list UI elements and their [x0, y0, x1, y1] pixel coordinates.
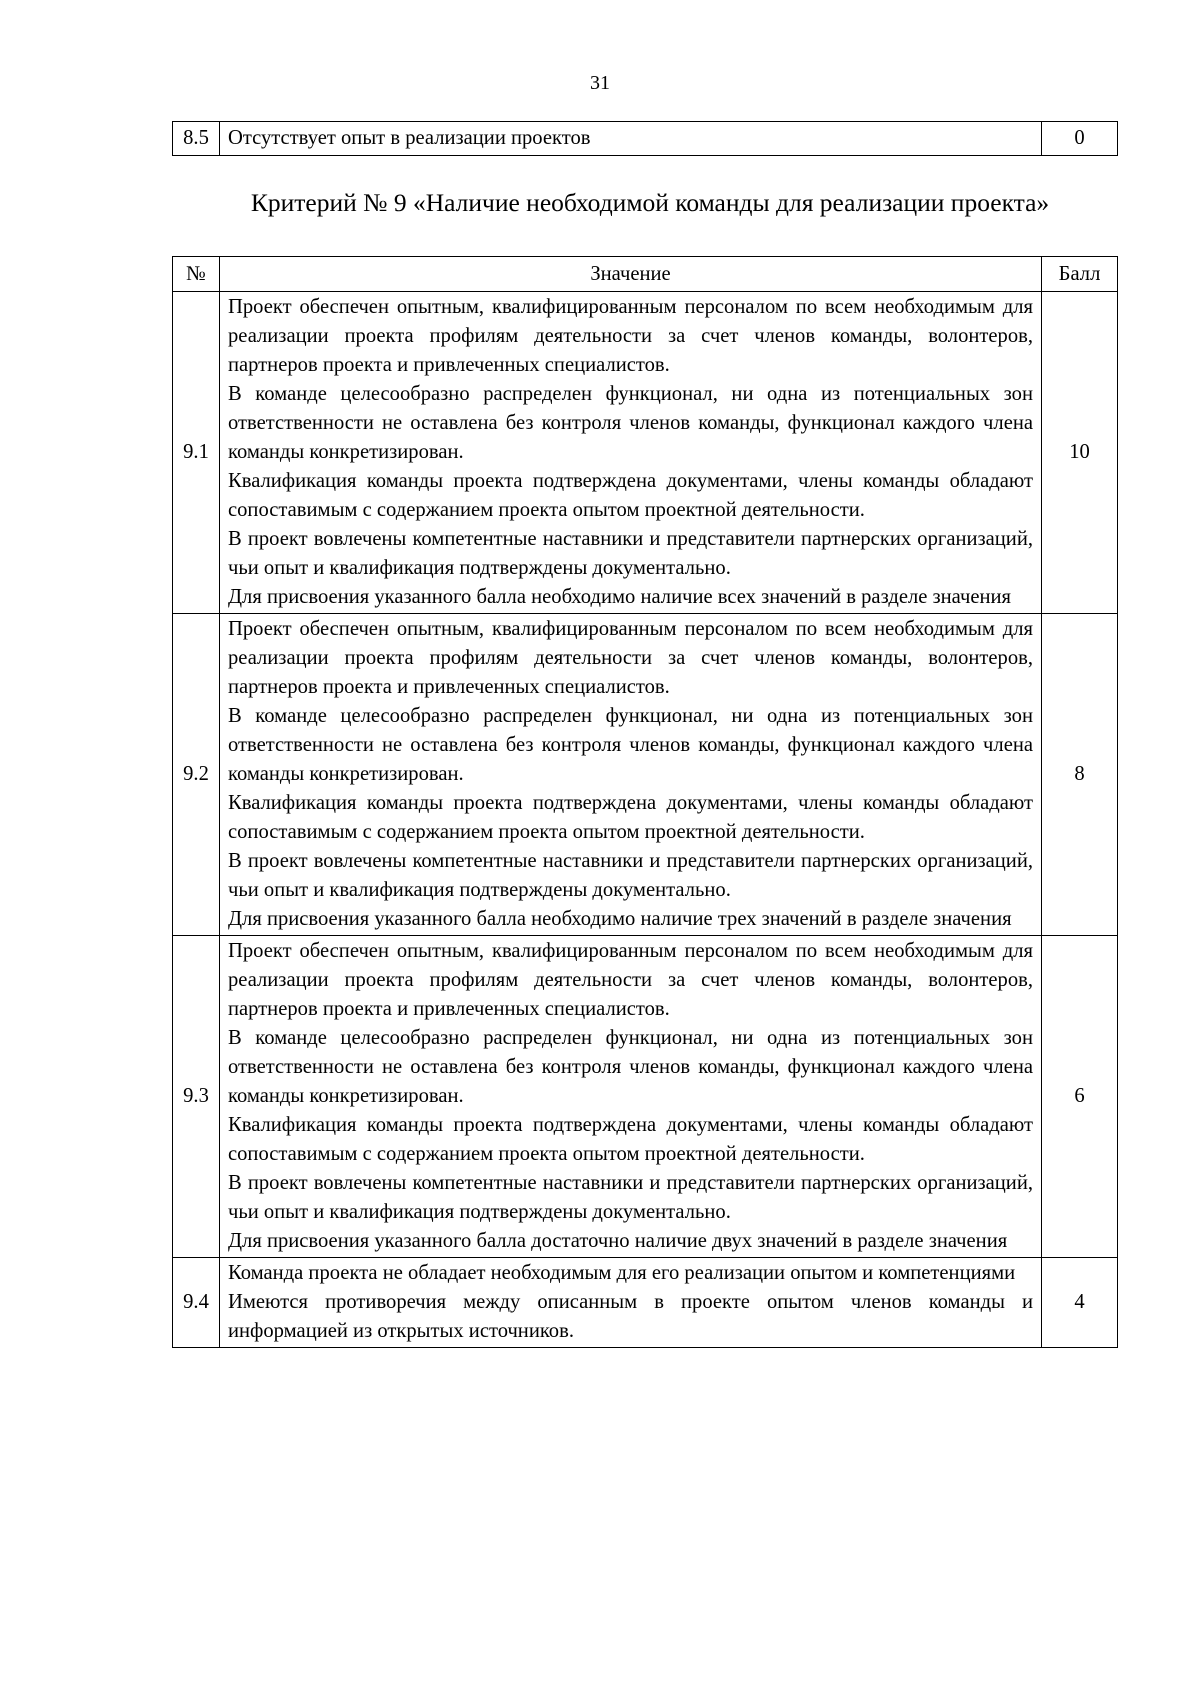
- header-score: Балл: [1042, 257, 1118, 292]
- row-score: 4: [1042, 1258, 1118, 1348]
- row-number: 9.1: [173, 292, 220, 614]
- value-paragraph: Команда проекта не обладает необходимым для его реализации опытом и компетенциями: [228, 1262, 1016, 1284]
- header-number: №: [173, 257, 220, 292]
- row-score: 0: [1042, 122, 1118, 156]
- previous-criterion-table: [172, 121, 1118, 156]
- table-header-row: [173, 257, 1118, 292]
- value-paragraph: В команде целесообразно распределен функционал, ни одна из потенциальных зон ответственности не оставлена без контроля членов команды, функционал каждого члена команды конкретизирован.: [228, 1027, 1033, 1107]
- value-paragraph: Проект обеспечен опытным, квалифицированным персоналом по всем необходимым для реализации проекта профилям деятельности за счет членов команды, волонтеров, партнеров проекта и привлеченных специалистов.: [228, 940, 1033, 1020]
- criterion-table-body: [173, 292, 1118, 1348]
- criterion-table: [172, 256, 1118, 1348]
- value-paragraph: Квалификация команды проекта подтверждена документами, члены команды обладают сопоставимым с содержанием проекта опытом проектной деятельности.: [228, 792, 1033, 843]
- table-row: [173, 1258, 1118, 1348]
- value-paragraph: Проект обеспечен опытным, квалифицированным персоналом по всем необходимым для реализации проекта профилям деятельности за счет членов команды, волонтеров, партнеров проекта и привлеченных специалистов.: [228, 618, 1033, 698]
- value-paragraph: В проект вовлечены компетентные наставники и представители партнерских организаций, чьи опыт и квалификация подтверждены документально.: [228, 528, 1033, 579]
- value-paragraph: В команде целесообразно распределен функционал, ни одна из потенциальных зон ответственности не оставлена без контроля членов команды, функционал каждого члена команды конкретизирован.: [228, 383, 1033, 463]
- value-paragraph: Квалификация команды проекта подтверждена документами, члены команды обладают сопоставимым с содержанием проекта опытом проектной деятельности.: [228, 1114, 1033, 1165]
- value-paragraph: Проект обеспечен опытным, квалифицированным персоналом по всем необходимым для реализации проекта профилям деятельности за счет членов команды, волонтеров, партнеров проекта и привлеченных специалистов.: [228, 296, 1033, 376]
- value-paragraph: В проект вовлечены компетентные наставники и представители партнерских организаций, чьи опыт и квалификация подтверждены документально.: [228, 850, 1033, 901]
- row-score: 10: [1042, 292, 1118, 614]
- table-row: [173, 122, 1118, 156]
- row-value: [220, 292, 1042, 614]
- value-paragraph: Имеются противоречия между описанным в проекте опытом членов команды и информацией из открытых источников.: [228, 1291, 1033, 1342]
- value-paragraph: Для присвоения указанного балла необходимо наличие всех значений в разделе значения: [228, 586, 1012, 608]
- page-number: 31: [590, 72, 610, 94]
- row-score: 8: [1042, 614, 1118, 936]
- row-value: [220, 936, 1042, 1258]
- row-number: 9.3: [173, 936, 220, 1258]
- value-paragraph: Квалификация команды проекта подтверждена документами, члены команды обладают сопоставимым с содержанием проекта опытом проектной деятельности.: [228, 470, 1033, 521]
- criterion-title: Критерий № 9 «Наличие необходимой команды для реализации проекта»: [250, 188, 1050, 217]
- header-value: Значение: [220, 257, 1042, 292]
- row-number: 9.2: [173, 614, 220, 936]
- row-text: Отсутствует опыт в реализации проектов: [220, 122, 1042, 156]
- value-paragraph: В команде целесообразно распределен функционал, ни одна из потенциальных зон ответственности не оставлена без контроля членов команды, функционал каждого члена команды конкретизирован.: [228, 705, 1033, 785]
- value-paragraph: Для присвоения указанного балла необходимо наличие трех значений в разделе значения: [228, 908, 1012, 930]
- row-value: [220, 1258, 1042, 1348]
- value-paragraph: В проект вовлечены компетентные наставники и представители партнерских организаций, чьи опыт и квалификация подтверждены документально.: [228, 1172, 1033, 1223]
- row-number: 8.5: [173, 122, 220, 156]
- value-paragraph: Для присвоения указанного балла достаточно наличие двух значений в разделе значения: [228, 1230, 1008, 1252]
- table-row: [173, 614, 1118, 936]
- row-value: [220, 614, 1042, 936]
- row-score: 6: [1042, 936, 1118, 1258]
- table-row: [173, 292, 1118, 614]
- table-row: [173, 936, 1118, 1258]
- row-number: 9.4: [173, 1258, 220, 1348]
